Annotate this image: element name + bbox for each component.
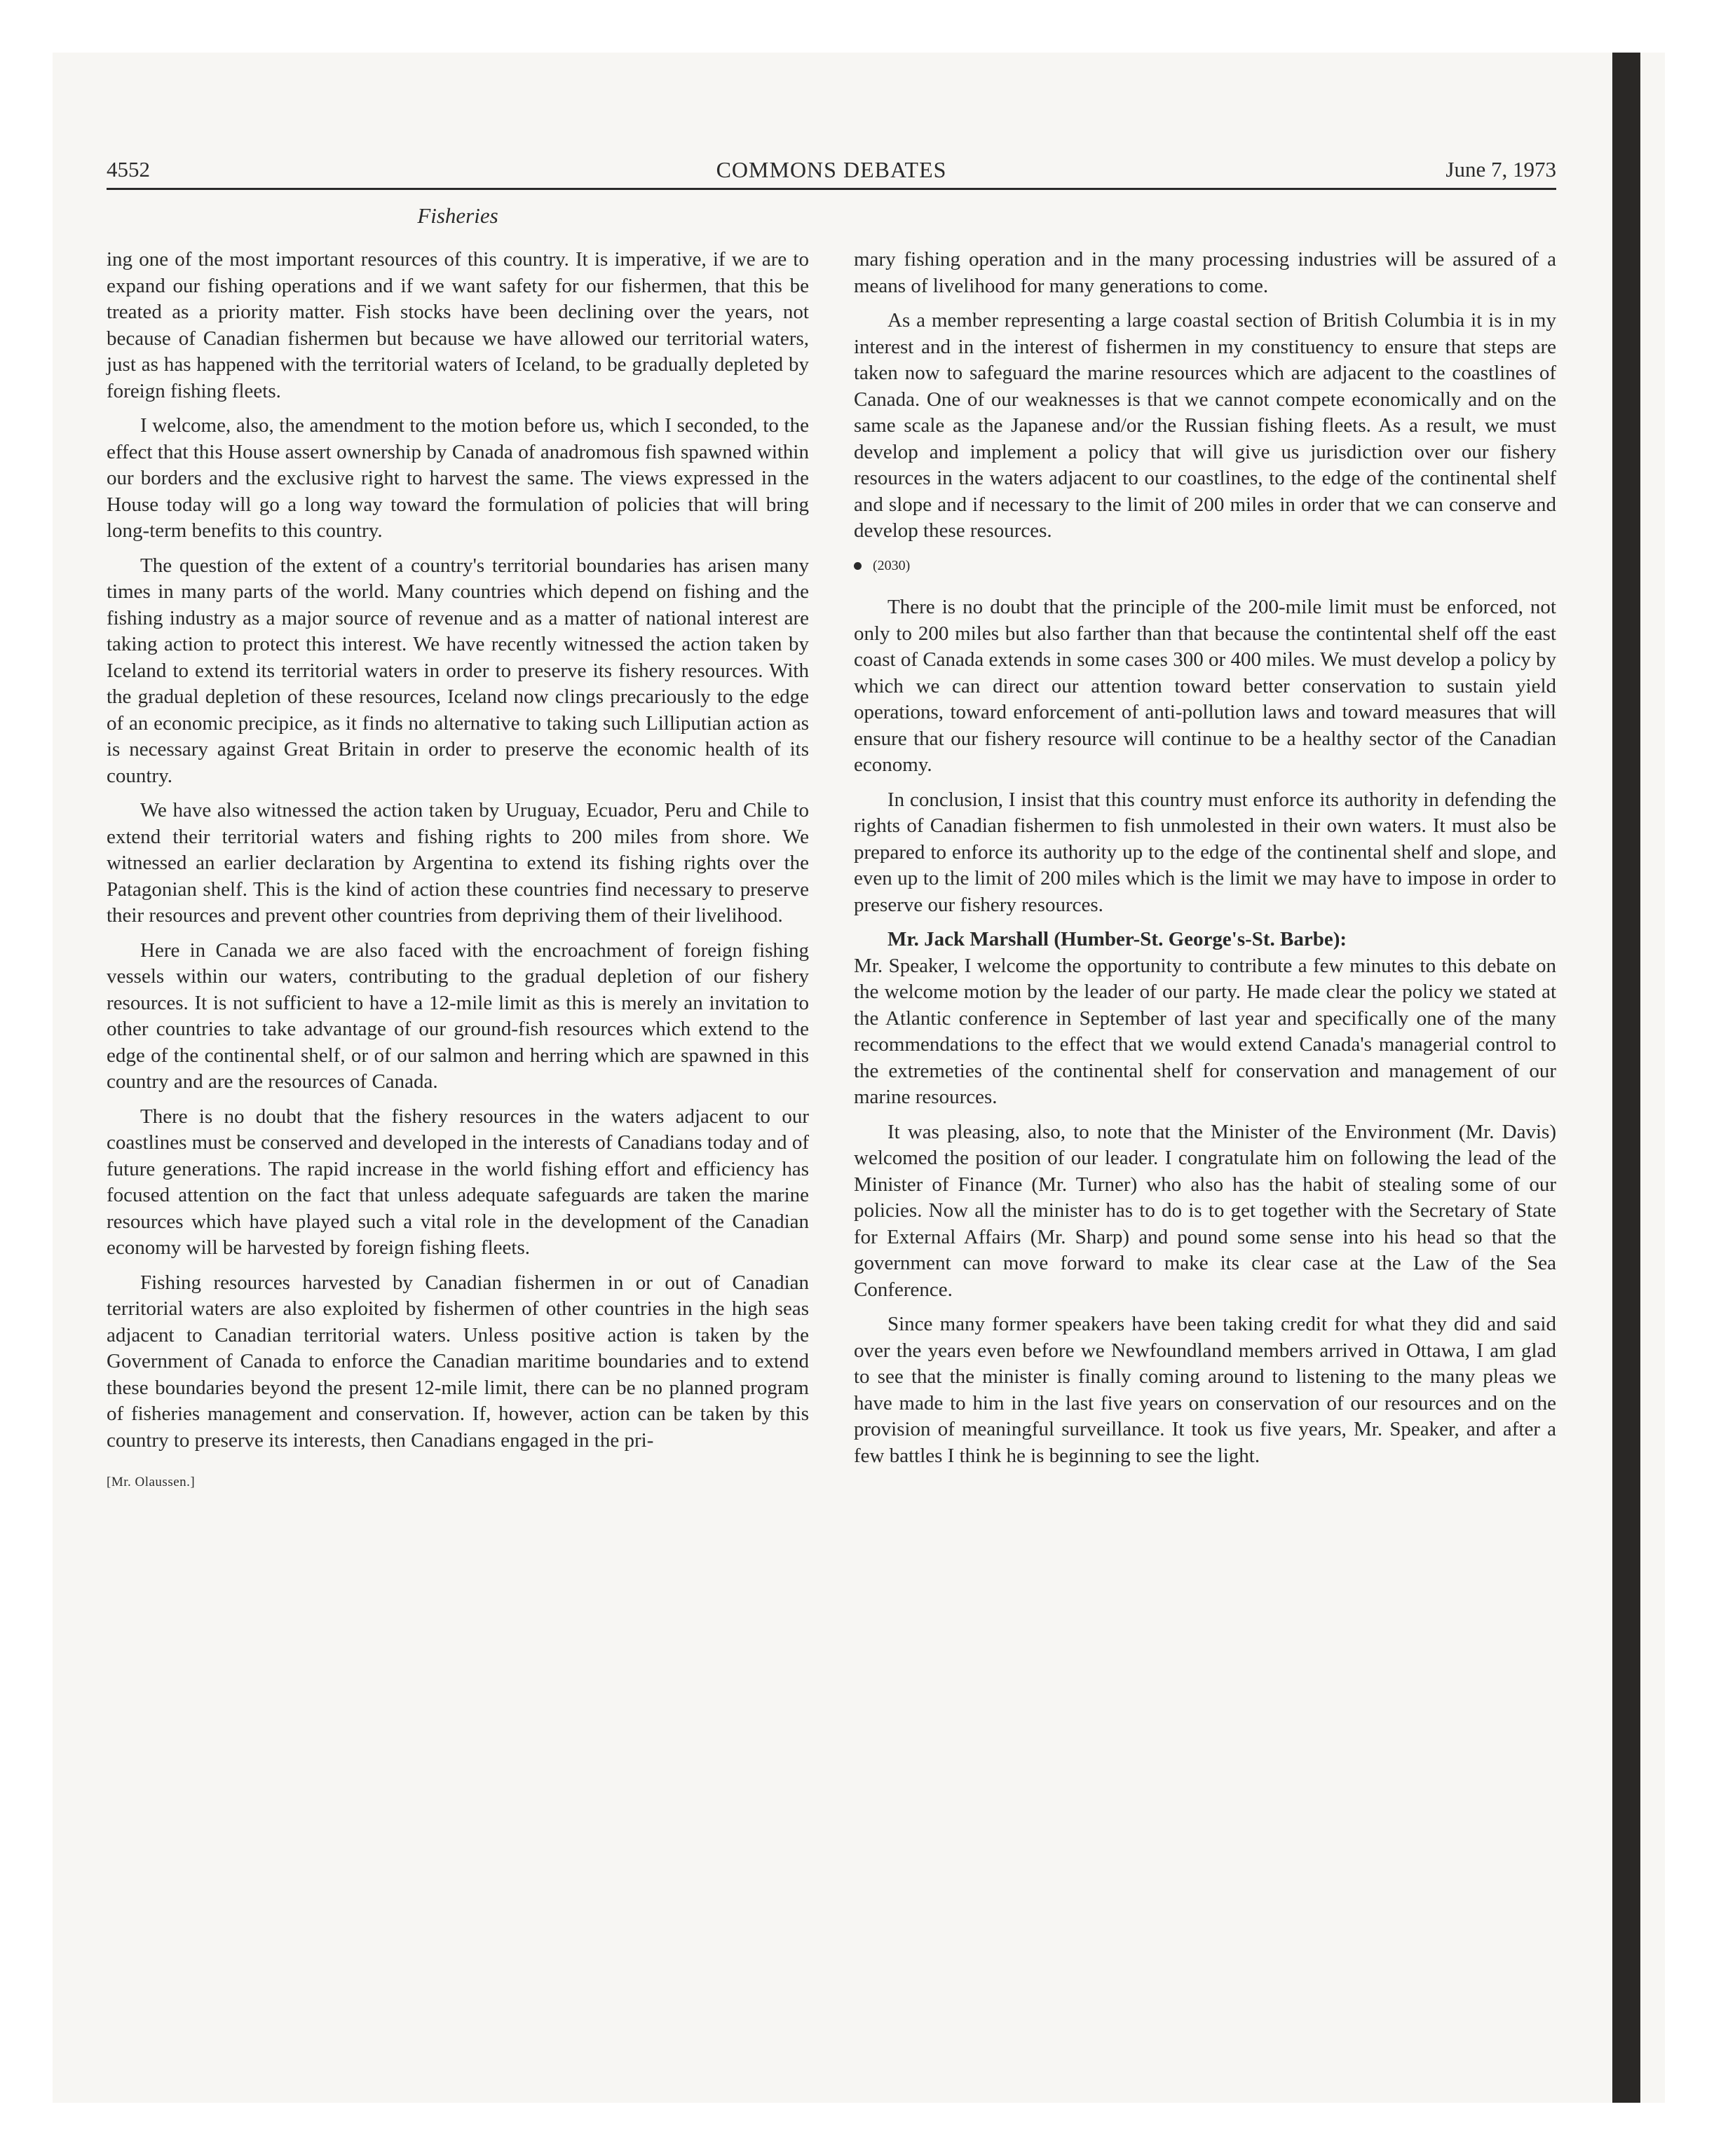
paragraph: The question of the extent of a country's territorial boundaries has arisen many times in many parts of the world. Many countries which depend on fishing and the fishing industry as a major source of revenue and as a matter of national interest are taking action to protect this interest. We have recently witnessed the action taken by Iceland to extend its territorial waters in order to preserve its fishery resources. With the gradual depletion of these resources, Iceland now clings precariously to the edge of an economic precipice, as it finds no alternative to taking such Lilliputian action as is necessary against Great Britain in order to preserve the economic health of its country. [107,554,809,787]
header-rule [107,188,1556,190]
paragraph: It was pleasing, also, to note that the Minister of the Environment (Mr. Davis) welcomed the position of our leader. I congratulate him on following the lead of the Minister of Finance (Mr. Turner) who also has the habit of stealing some of our policies. Now all the minister has to do is to get together with the Secretary of State for External Affairs (Mr. Sharp) and pound some sense into his head so that the government can move forward to make its clear case at the Law of the Sea Conference. [854,1120,1556,1301]
paragraph: ing one of the most important resources of this country. It is imperative, if we are to expand our fishing operations and if we want safety for our fishermen, that this be treated as a priority matter. Fish stocks have been declining over the years, not because of Canadian fishermen but because we have allowed our territorial waters, just as has happened with the territorial waters of Iceland, to be gradually depleted by foreign fishing fleets. [107,248,809,402]
binding-shadow-edge [1612,53,1640,2103]
speaker-paragraph [854,927,1556,1111]
left-column [107,247,809,1496]
paragraph: We have also witnessed the action taken by Uruguay, Ecuador, Peru and Chile to extend their territorial waters and fishing rights to 200 miles from shore. We witnessed an earlier declaration by Argentina to extend its fishing rights over the Patagonian shelf. This is the kind of action these countries find necessary to preserve their resources and prevent other countries from depriving them of their livelihood. [107,799,809,927]
time-marker [854,553,1556,580]
paragraph: mary fishing operation and in the many processing industries will be assured of a means of livelihood for many generations to come. [854,248,1556,297]
page-header [107,154,1556,191]
paragraph: I welcome, also, the amendment to the motion before us, which I seconded, to the effect that this House assert ownership by Canada of anadromous fish spawned within our borders and the exclusive right to harvest the same. The views expressed in the House today will go a long way toward the formulation of policies that will bring long-term benefits to this country. [107,414,809,542]
paragraph: In conclusion, I insist that this country must enforce its authority in defending the rights of Canadian fishermen to fish unmolested in their own waters. It must also be prepared to enforce its authority up to the edge of the continental shelf and slope, and even up to the limit of 200 miles which is the limit we may have to impose in order to preserve our fishery resources. [854,788,1556,916]
speaker-text: Mr. Speaker, I welcome the opportunity to contribute a few minutes to this debate on the welcome motion by the leader of our party. He made clear the policy we stated at the Atlantic conference in September of last year and specifically one of the many recommendations to the effect that we would extend Canada's managerial control to the extremeties of the continental shelf for conservation and management of our marine resources. [854,954,1556,1108]
right-column [854,247,1556,1478]
paragraph: There is no doubt that the fishery resources in the waters adjacent to our coastlines must be conserved and developed in the interests of Canadians today and of future generations. The rapid increase in the world fishing effort and efficiency has focused attention on the fact that unless adequate safeguards are taken the marine resources which have played such a vital role in the development of the Canadian economy will be harvested by foreign fishing fleets. [107,1105,809,1259]
paragraph: Since many former speakers have been taking credit for what they did and said over the years even before we Newfoundland members arrived in Ottawa, I am glad to see that the minister is finally coming around to listening to the many pleas we have made to him in the last five years on conservation of our resources and on the provision of meaningful surveillance. It took us five years, Mr. Speaker, and after a few battles I think he is beginning to see the light. [854,1313,1556,1467]
speaker-name: Mr. Jack Marshall (Humber-St. George's-St. Barbe): [887,928,1347,950]
paragraph: There is no doubt that the principle of the 200-mile limit must be enforced, not only to 200 miles but also farther than that because the contintental shelf off the east coast of Canada extends in some cases 300 or 400 miles. We must develop a policy by which we can direct our attention toward better conservation to sustain yield operations, toward enforcement of anti-pollution laws and toward measures that will ensure that our fishery resource will continue to be a healthy sector of the Canadian economy. [854,596,1556,776]
paragraph: Here in Canada we are also faced with the encroachment of foreign fishing vessels within our waters, contributing to the gradual depletion of our fishery resources. It is not sufficient to have a 12-mile limit as this is merely an invitation to other countries to take advantage of our ground-fish resources which extend to the edge of the continental shelf, or of our salmon and herring which are spawned in this country and are the resources of Canada. [107,939,809,1093]
publication-date: June 7, 1973 [1445,157,1556,182]
page-number: 4552 [107,157,150,182]
paragraph: Fishing resources harvested by Canadian fishermen in or out of Canadian territorial waters are also exploited by fishermen of other countries in the high seas adjacent to Canadian territorial waters. Unless positive action is taken by the Government of Canada to enforce the Canadian maritime boundaries and to extend these boundaries beyond the present 12-mile limit, there can be no planned program of fisheries management and conservation. If, however, action can be taken by this country to preserve its interests, then Canadians engaged in the pri- [107,1271,809,1452]
paragraph: As a member representing a large coastal section of British Columbia it is in my interest and in the interest of fishermen in my constituency to ensure that steps are taken now to safeguard the marine resources which are adjacent to the coastlines of Canada. One of our weaknesses is that we cannot compete economically and on the same scale as the Japanese and/or the Russian fishing fleets. As a result, we must develop and implement a policy that will give us jurisdiction over our fishery resources in the waters adjacent to our coastlines, to the edge of the continental shelf and slope and if necessary to the limit of 200 miles in order that we can conserve and develop these resources. [854,309,1556,542]
speaker-attribution: [Mr. Olaussen.] [107,1475,196,1489]
publication-title: COMMONS DEBATES [716,157,947,182]
bullet-dot-icon [854,562,862,570]
time-marker-label: (2030) [873,557,911,573]
section-title: Fisheries [417,203,498,228]
